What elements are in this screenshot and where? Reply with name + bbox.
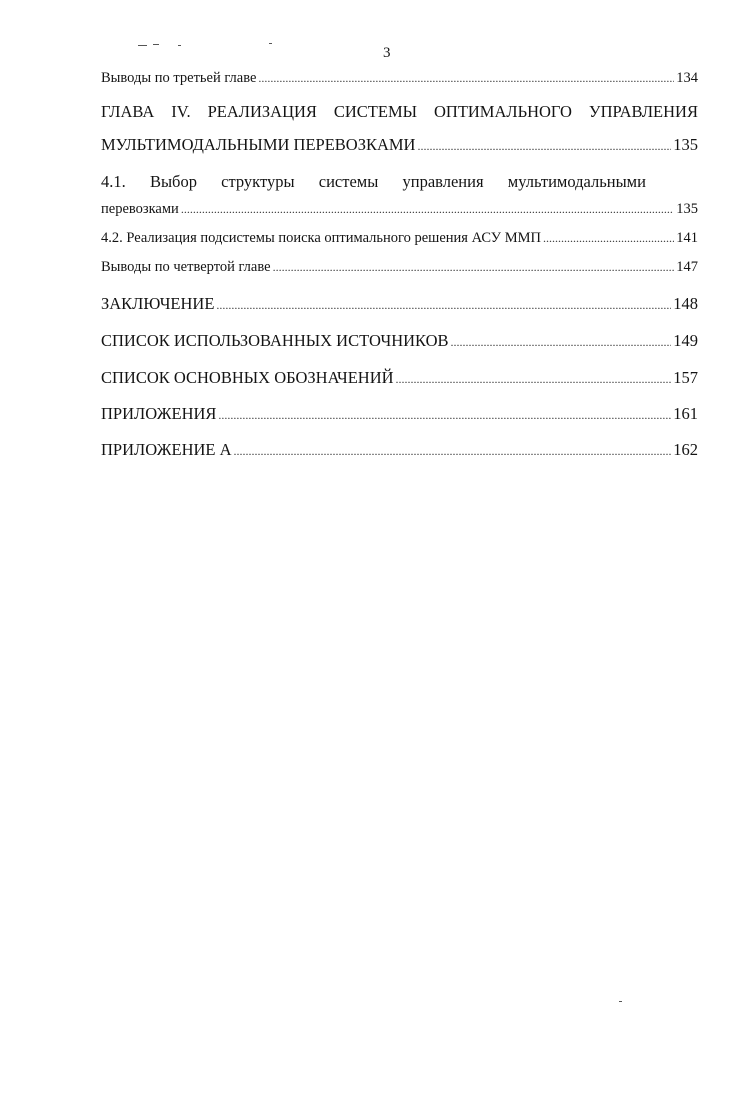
toc-entry-section-4-1-line1[interactable] [101, 172, 646, 192]
page-number: 3 [383, 45, 391, 61]
toc-entry-page: 149 [673, 331, 698, 350]
dot-leader [417, 135, 671, 155]
toc-entry-label: МУЛЬТИМОДАЛЬНЫМИ ПЕРЕВОЗКАМИ [101, 135, 416, 154]
toc-entry-chapter4-line2[interactable] [101, 135, 698, 155]
scan-artifact [619, 1001, 622, 1002]
toc-word: СИСТЕМЫ [333, 102, 418, 121]
toc-entry-label: ПРИЛОЖЕНИЕ А [101, 440, 232, 459]
scan-artifact [138, 45, 147, 46]
dot-leader [543, 230, 674, 247]
dot-leader [451, 331, 672, 351]
toc-entry-page: 157 [673, 368, 698, 387]
toc-entry-label: Выводы по третьей главе [101, 70, 257, 86]
toc-entry-references[interactable] [101, 331, 698, 351]
toc-entry-page: 147 [676, 259, 698, 275]
dot-leader [234, 440, 672, 460]
toc-entry-page: 148 [673, 294, 698, 313]
scan-artifact [153, 44, 159, 45]
toc-entry-label: перевозками [101, 201, 179, 217]
dot-leader [216, 294, 671, 314]
toc-word: УПРАВЛЕНИЯ [588, 102, 698, 121]
toc-entry-page: 141 [676, 230, 698, 246]
toc-word: системы [318, 172, 379, 191]
toc-entry-page: 134 [676, 70, 698, 86]
toc-entry-label: 4.2. Реализация подсистемы поиска оптимального решения АСУ ММП [101, 230, 541, 246]
toc-entry-label: ЗАКЛЮЧЕНИЕ [101, 294, 215, 313]
toc-entry-page: 161 [673, 404, 698, 423]
dot-leader [218, 404, 671, 424]
toc-entry-label: Выводы по четвертой главе [101, 259, 271, 275]
toc-entry-notation[interactable] [101, 368, 698, 388]
toc-entry-page: 135 [673, 135, 698, 154]
toc-entry-appendices[interactable] [101, 404, 698, 424]
toc-entry-label: СПИСОК ОСНОВНЫХ ОБОЗНАЧЕНИЙ [101, 368, 394, 387]
toc-word: мультимодальными [507, 172, 646, 191]
toc-word: Выбор [149, 172, 197, 191]
toc-word: IV. [171, 102, 191, 121]
toc-word: РЕАЛИЗАЦИЯ [207, 102, 317, 121]
toc-word: структуры [221, 172, 295, 191]
toc-entry-section-4-1-line2[interactable] [101, 201, 698, 218]
dot-leader [396, 368, 672, 388]
toc-entry-section-4-2[interactable] [101, 230, 698, 247]
toc-entry-conclusion[interactable] [101, 294, 698, 314]
toc-word: 4.1. [101, 172, 126, 191]
toc-word: ОПТИМАЛЬНОГО [433, 102, 572, 121]
toc-entry-appendix-a[interactable] [101, 440, 698, 460]
toc-entry-label: ПРИЛОЖЕНИЯ [101, 404, 217, 423]
toc-word: ГЛАВА [101, 102, 155, 121]
dot-leader [273, 259, 675, 276]
scan-artifact [269, 43, 272, 44]
toc-word: управления [402, 172, 484, 191]
dot-leader [181, 201, 674, 218]
toc-entry-conclusions-ch4[interactable] [101, 259, 698, 276]
toc-entry-page: 135 [676, 201, 698, 217]
toc-entry-label: СПИСОК ИСПОЛЬЗОВАННЫХ ИСТОЧНИКОВ [101, 331, 449, 350]
scan-artifact [178, 45, 181, 46]
toc-entry-page: 162 [673, 440, 698, 459]
toc-entry-chapter4-line1[interactable] [101, 102, 698, 122]
toc-entry-conclusions-ch3[interactable] [101, 70, 698, 87]
dot-leader [258, 70, 674, 87]
